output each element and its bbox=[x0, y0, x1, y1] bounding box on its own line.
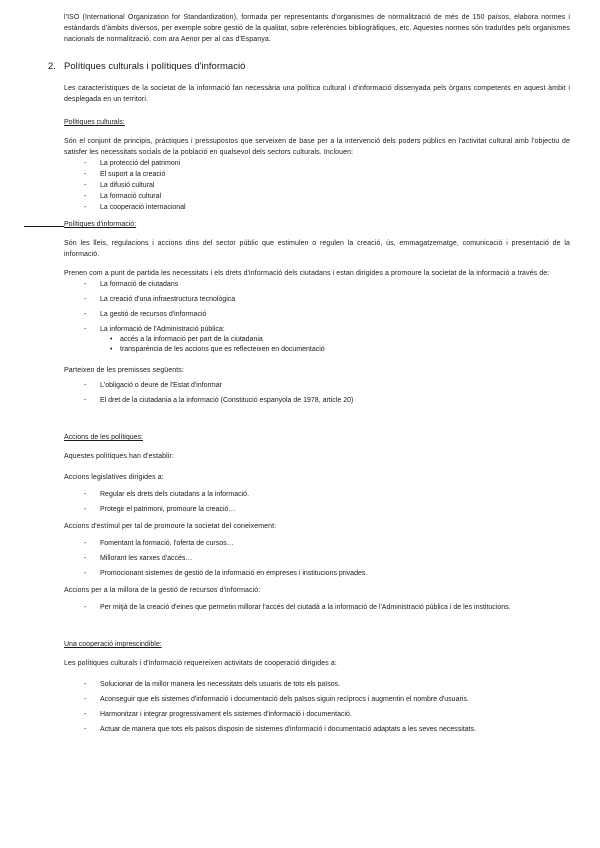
cooperation-heading-text: Una cooperació imprescindible: bbox=[64, 641, 162, 648]
cultural-policies-heading bbox=[64, 117, 570, 128]
stimulus-actions-list bbox=[64, 538, 570, 579]
sublist-item: • accés a la informació per part de la ciutadania bbox=[64, 335, 570, 345]
info-policies-heading bbox=[64, 219, 570, 230]
section-title: Polítiques culturals i polítiques d'informació bbox=[64, 61, 246, 72]
list-item: - El suport a la creació bbox=[64, 169, 570, 180]
section-intro-paragraph: Les característiques de la societat de la informació fan necessària una política cultural i d'informació dissenyada pels òrgans competents en aquest àmbit i desplegada en un territori. bbox=[64, 85, 570, 103]
section-heading bbox=[48, 61, 570, 73]
cooperation-list bbox=[64, 679, 570, 735]
legislative-actions-label: Accions legislatives dirigides a: bbox=[64, 474, 164, 481]
list-item: - La creació d'una infraestructura tecnològica bbox=[64, 294, 570, 305]
list-item: - Solucionar de la millor manera les necessitats dels usuaris de tots els països. bbox=[64, 679, 570, 690]
list-item: - Protegir el patrimoni, promoure la creació… bbox=[64, 504, 570, 515]
list-item: - Per mitjà de la creació d'eines que permetin millorar l'accés del ciutadà a la informació de l'Administració pública i de les institucions. bbox=[64, 602, 570, 613]
section-number: 2. bbox=[48, 61, 56, 72]
public-administration-sublist bbox=[64, 335, 570, 355]
policy-actions-heading bbox=[64, 432, 570, 443]
document-page bbox=[48, 12, 570, 739]
list-item: - Harmonitzar i integrar progressivament els sistemes d'informació i documentació. bbox=[64, 709, 570, 720]
policy-actions-heading-text: Accions de les polítiques: bbox=[64, 434, 143, 441]
list-item: - Fomentant la formació, l'oferta de cursos… bbox=[64, 538, 570, 549]
policy-actions-intro: Aquestes polítiques han d'establir: bbox=[64, 453, 174, 460]
info-policies-list bbox=[64, 279, 570, 335]
info-policies-heading-text: Polítiques d'informació: bbox=[64, 221, 137, 228]
info-policies-paragraph-2: Prenen com a punt de partida les necessitats i els drets d'informació dels ciutadans i estan dirigides a promoure la societat de la informació a través de: bbox=[64, 270, 550, 277]
premises-intro: Parteixen de les premisses següents: bbox=[64, 367, 184, 374]
cultural-policies-heading-text: Polítiques culturals: bbox=[64, 119, 125, 126]
info-policies-paragraph-1: Són les lleis, regulacions i accions dins del sector públic que estimulen o regulen la creació, ús, emmagatzematge, comunicació i presentació de la informació. bbox=[64, 240, 570, 258]
management-actions-list bbox=[64, 602, 570, 613]
intro-paragraph: l'ISO (International Organization for Standardization), formada per representants d'organismes de normalització de més de 150 països, elabora normes i estàndards d'àmbits diversos, per exemple sobre gestió de la qualitat, sobre referències bibliogràfiques, etc. Aquestes normes són traduïdes pels organismes nacionals de normalització, com ara Aenor per al cas d'Espanya. bbox=[64, 14, 570, 43]
list-item-text: La informació de l'Administració pública: bbox=[100, 326, 225, 333]
list-item: - Regular els drets dels ciutadans a la informació. bbox=[64, 489, 570, 500]
list-item: - Millorant les xarxes d'accés… bbox=[64, 553, 570, 564]
sublist-item: • transparència de les accions que es reflecteixen en documentació bbox=[64, 345, 570, 355]
list-item: - La cooperació internacional bbox=[64, 202, 570, 213]
list-item bbox=[64, 324, 570, 335]
cooperation-heading bbox=[64, 639, 570, 650]
list-item: - Aconseguir que els sistemes d'informació i documentació dels països siguin recíprocs i augmentin el nombre d'usuaris. bbox=[64, 694, 570, 705]
cultural-policies-list bbox=[64, 158, 570, 213]
list-item: - La gestió de recursos d'informació bbox=[64, 309, 570, 320]
stimulus-actions-label: Accions d'estímul per tal de promoure la societat del coneixement: bbox=[64, 523, 277, 530]
list-item: - La protecció del patrimoni bbox=[64, 158, 570, 169]
list-item: - La difusió cultural bbox=[64, 180, 570, 191]
list-item: - La formació de ciutadans bbox=[64, 279, 570, 290]
management-actions-label: Accions per a la millora de la gestió de recursos d'informació: bbox=[64, 587, 261, 594]
list-item: - El dret de la ciutadania a la informació (Constitució espanyola de 1978, article 20) bbox=[64, 395, 570, 406]
list-item: - Actuar de manera que tots els països disposin de sistemes d'informació i documentació adaptats a les seves necessitats. bbox=[64, 724, 570, 735]
legislative-actions-list bbox=[64, 489, 570, 515]
cultural-policies-paragraph: Són el conjunt de principis, pràctiques i pressupostos que serveixen de base per a la intervenció dels poders públics en l'activitat cultural amb l'objectiu de satisfer les necessitats socials de la població en qualsevol dels sectors culturals. Inclouen: bbox=[64, 138, 570, 156]
list-item: - La formació cultural bbox=[64, 191, 570, 202]
list-item: - Promocionant sistemes de gestió de la informació en empreses i institucions privades. bbox=[64, 568, 570, 579]
premises-list bbox=[64, 380, 570, 406]
cooperation-intro: Les polítiques culturals i d'informació requereixen activitats de cooperació dirigides a: bbox=[64, 660, 337, 667]
list-item: - L'obligació o deure de l'Estat d'informar bbox=[64, 380, 570, 391]
